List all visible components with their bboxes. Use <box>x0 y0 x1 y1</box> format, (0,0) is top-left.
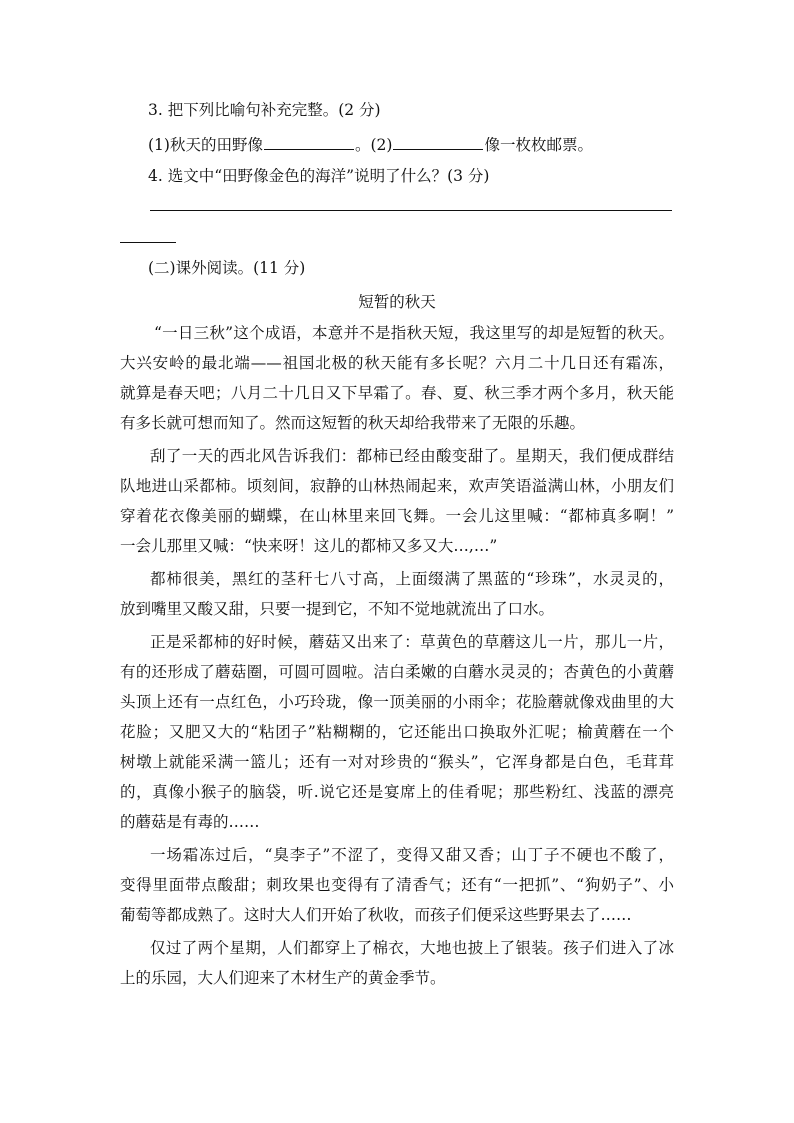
article-line: 穿着花衣像美丽的蝴蝶，在山林里来回飞舞。一会儿这里喊：“都柿真多啊！” <box>120 507 674 525</box>
article-line: 放到嘴里又酸又甜，只要一提到它，不知不觉地就流出了口水。 <box>120 600 555 618</box>
q3-part1-suffix: 。(2) <box>354 136 393 154</box>
answer-line-1[interactable] <box>150 210 672 211</box>
article-line: 树墩上就能采满一篮儿；还有一对对珍贵的“猴头”，它浑身都是白色，毛茸茸 <box>120 753 674 771</box>
article-line: 队地进山采都柿。顷刻间，寂静的山林热闹起来，欢声笑语溢满山林，小朋友们 <box>120 477 674 495</box>
article-line: 上的乐园，大人们迎来了木材生产的黄金季节。 <box>120 969 446 987</box>
article-line: 变得里面带点酸甜；刺玫果也变得有了清香气；还有“一把抓”、“狗奶子”、小 <box>120 876 674 894</box>
article-line: 大兴安岭的最北端——祖国北极的秋天能有多长呢？六月二十几日还有霜冻， <box>120 354 674 372</box>
article-line: 头顶上还有一点红色，小巧玲珑，像一顶美丽的小雨伞；花脸蘑就像戏曲里的大 <box>120 693 674 711</box>
answer-line-2[interactable] <box>120 242 176 243</box>
article-line: 正是采都柿的好时候，蘑菇又出来了：草黄色的草蘑这儿一片，那儿一片， <box>150 633 674 651</box>
question-3-title: 3. 把下列比喻句补充完整。(2 分) <box>148 101 381 119</box>
article-line: 有多长就可想而知了。然而这短暂的秋天却给我带来了无限的乐趣。 <box>120 414 586 432</box>
article-line: 的蘑菇是有毒的…… <box>120 813 260 831</box>
article-line: 仅过了两个星期，人们都穿上了棉衣，大地也披上了银装。孩子们进入了冰 <box>150 939 674 957</box>
section-2-heading: (二)课外阅读。(11 分) <box>148 259 306 277</box>
question-4-title: 4. 选文中“田野像金色的海洋”说明了什么？(3 分) <box>148 167 490 185</box>
article-line: 一会儿那里又喊：“快来呀！这儿的都柿又多又大…,…” <box>120 537 498 555</box>
article-line: 的，真像小猴子的脑袋，听.说它还是宴席上的佳肴呢；那些粉红、浅蓝的漂亮 <box>120 783 674 801</box>
article-line: 花脸；又肥又大的“粘团子”粘糊糊的，它还能出口换取外汇呢；榆黄蘑在一个 <box>120 723 674 741</box>
article-line: 都柿很美，黑红的茎秆七八寸高，上面缀满了黑蓝的“珍珠”，水灵灵的， <box>150 570 674 588</box>
q3-part1-prefix: (1)秋天的田野像 <box>148 136 263 154</box>
article-line: 刮了一天的西北风告诉我们：都柿已经由酸变甜了。星期天，我们便成群结 <box>150 447 674 465</box>
article-line: 就算是春天吧；八月二十几日又下早霜了。春、夏、秋三季才两个多月，秋天能 <box>120 384 674 402</box>
q3-part2-suffix: 像一枚枚邮票。 <box>484 136 593 154</box>
article-line: 一场霜冻过后，“臭李子”不涩了，变得又甜又香；山丁子不硬也不酸了， <box>150 846 674 864</box>
article-line: 有的还形成了蘑菇圈，可圆可圆啦。洁白柔嫩的白蘑水灵灵的；杏黄色的小黄蘑 <box>120 663 674 681</box>
article-line: 葡萄等都成熟了。这时大人们开始了秋收，而孩子们便采这些野果去了…… <box>120 906 632 924</box>
q3-blank-1[interactable] <box>264 134 354 150</box>
q3-blank-2[interactable] <box>393 134 483 150</box>
question-3-blanks <box>148 134 708 155</box>
article-title: 短暂的秋天 <box>358 293 436 311</box>
article-line: “一日三秋”这个成语，本意并不是指秋天短，我这里写的却是短暂的秋天。 <box>154 324 674 342</box>
